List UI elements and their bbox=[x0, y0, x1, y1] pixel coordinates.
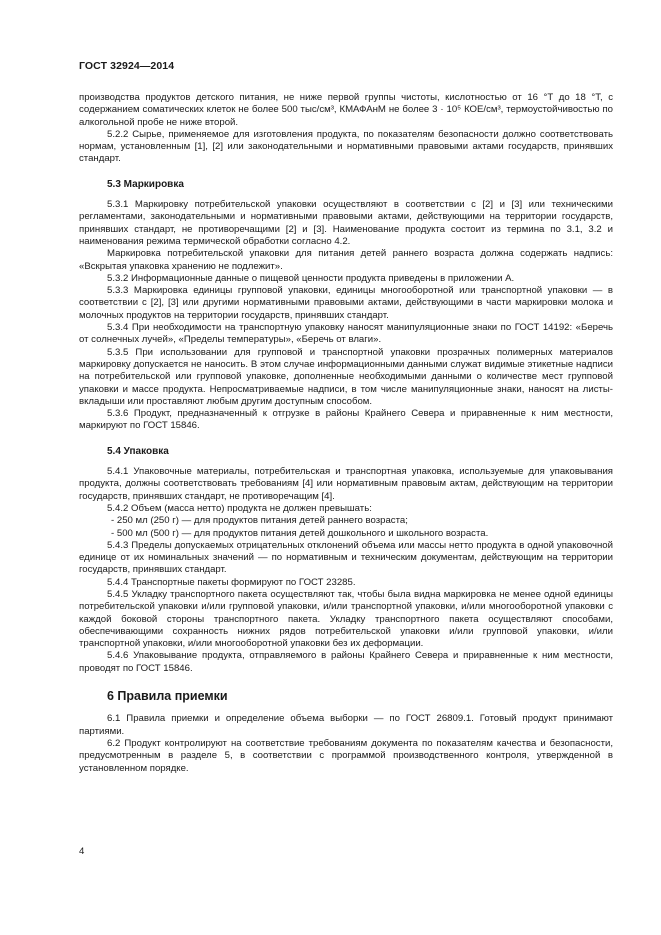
paragraph: 5.3.6 Продукт, предназначенный к отгрузке в районы Крайнего Севера и приравненные к ним местности, маркируют по ГОСТ 15846. bbox=[79, 408, 613, 432]
paragraph: 5.3.5 При использовании для групповой и транспортной упаковки прозрачных полимерных материалов маркировку допускается не наносить. В этом случае информационными данными служат видимые этикетные надписи на потребительской или групповой упаковке, дополненные необходимыми данными о количестве мест групповой упаковки и массе продукта. Непросматриваемые надписи, в том числе манипуляционные знаки, наносят на листы-вкладыши или проставляют любым другим доступным способом. bbox=[79, 346, 613, 407]
paragraph: 5.4.6 Упаковывание продукта, отправляемого в районы Крайнего Севера и приравненные к ним местности, проводят по ГОСТ 15846. bbox=[79, 650, 613, 674]
document-body bbox=[79, 92, 613, 775]
paragraph: 5.3.1 Маркировку потребительской упаковки осуществляют в соответствии с [2] и [3] или техническими регламентами, законодательными и нормативными правовыми актами, действующими на территории государств, принявших стандарт, не противоречащими [2] и [3]. Наименование продукта состоит из термина по 3.1, 3.2 и наименования режима термической обработки согласно 4.2. bbox=[79, 199, 613, 247]
document-header: ГОСТ 32924—2014 bbox=[79, 60, 175, 72]
paragraph: 5.4.5 Укладку транспортного пакета осуществляют так, чтобы была видна маркировка не менее одной единицы потребительской упаковки и/или групповой упаковки, и/или транспортной упаковки, и/или многооборотной упаковки с каждой боковой стороны транспортного пакета. Укладку транспортного пакета осуществляют способами, обеспечивающими сохранность нижних рядов потребительской упаковки и/или групповой упаковки, и/или транспортной упаковки, и/или многооборотной упаковки без их деформации. bbox=[79, 588, 613, 650]
paragraph: производства продуктов детского питания, не ниже первой группы чистоты, кислотностью от 16 °Т до 18 °Т, с содержанием соматических клеток не более 500 тыс/см³, КМАФАнМ не более 3 · 10⁵ КОЕ/см³, термоустойчивостью по алкогольной пробе не ниже второй. bbox=[79, 92, 613, 128]
paragraph: 5.4.3 Пределы допускаемых отрицательных отклонений объема или массы нетто продукта в одной упаковочной единице от их номинальных значений — по нормативным и техническим документам, действующим на территории государств, принявших стандарт. bbox=[79, 539, 613, 576]
chapter-heading: 6 Правила приемки bbox=[107, 689, 228, 704]
paragraph: Маркировка потребительской упаковки для питания детей раннего возраста должна содержать надпись: «Вскрытая упаковка хранению не подлежит». bbox=[79, 248, 613, 272]
paragraph: 5.4.2 Объем (масса нетто) продукта не должен превышать: bbox=[107, 502, 372, 514]
section-heading: 5.3 Маркировка bbox=[107, 178, 184, 190]
list-item: - 250 мл (250 г) — для продуктов питания детей раннего возраста; bbox=[111, 515, 408, 527]
paragraph: 5.3.3 Маркировка единицы групповой упаковки, единицы многооборотной или транспортной упаковки — в соответствии с [2], [3] или другими нормативными правовыми актами, действующими в части маркировки молока и молочных продуктов на территории государств, принявших стандарт. bbox=[79, 285, 613, 321]
paragraph: 5.3.4 При необходимости на транспортную упаковку наносят манипуляционные знаки по ГОСТ 14192: «Беречь от солнечных лучей», «Пределы температуры», «Беречь от влаги». bbox=[79, 322, 613, 346]
section-heading: 5.4 Упаковка bbox=[107, 445, 169, 457]
paragraph: 6.1 Правила приемки и определение объема выборки — по ГОСТ 26809.1. Готовый продукт принимают партиями. bbox=[79, 713, 613, 737]
list-item: - 500 мл (500 г) — для продуктов питания детей дошкольного и школьного возраста. bbox=[111, 527, 489, 539]
page-number: 4 bbox=[79, 846, 85, 857]
paragraph: 5.4.1 Упаковочные материалы, потребительская и транспортная упаковка, используемые для упаковывания продукта, должны соответствовать требованиям [4] или нормативным правовым актам, действующим на территории государств, принявших стандарт, не противоречащим [4]. bbox=[79, 466, 613, 502]
paragraph: 6.2 Продукт контролируют на соответствие требованиям документа по показателям качества и безопасности, предусмотренным в разделе 5, в соответствии с программой производственного контроля, утвержденной в установленном порядке. bbox=[79, 737, 613, 774]
paragraph: 5.4.4 Транспортные пакеты формируют по ГОСТ 23285. bbox=[107, 576, 356, 588]
paragraph: 5.2.2 Сырье, применяемое для изготовления продукта, по показателям безопасности должно соответствовать нормам, установленным [1], [2] или законодательными и нормативными правовыми актами государств, принявших стандарт. bbox=[79, 128, 613, 165]
paragraph: 5.3.2 Информационные данные о пищевой ценности продукта приведены в приложении А. bbox=[107, 272, 515, 284]
